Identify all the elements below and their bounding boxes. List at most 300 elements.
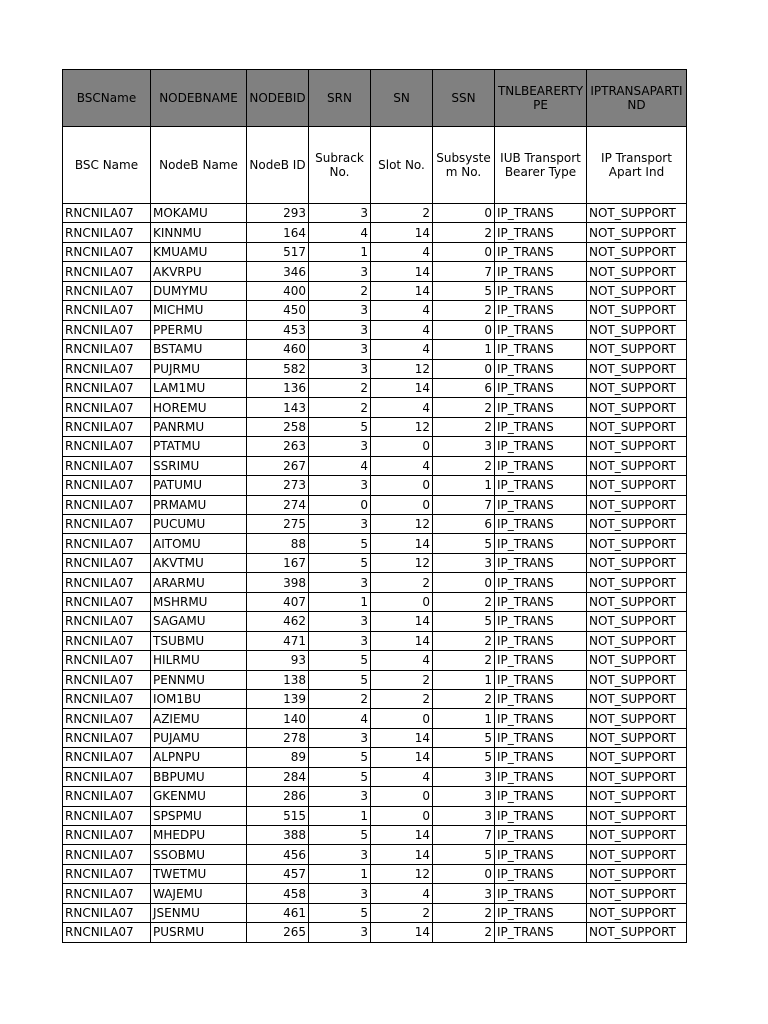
nodeb-id-cell: 93 [247,651,309,670]
subsystem-cell: 2 [433,301,495,320]
header-name-ip-apart: IP Transport Apart Ind [587,127,687,204]
nodeb-id-cell: 274 [247,495,309,514]
subrack-cell: 1 [309,242,371,261]
nodeb-name-cell: SPSPMU [151,806,247,825]
subsystem-cell: 2 [433,223,495,242]
nodeb-id-cell: 515 [247,806,309,825]
table-row [63,437,687,456]
bsc-name-cell: RNCNILA07 [63,748,151,767]
header-name-iub-bearer: IUB Transport Bearer Type [495,127,587,204]
table-row [63,359,687,378]
slot-cell: 4 [371,340,433,359]
bearer-type-cell: IP_TRANS [495,651,587,670]
nodeb-name-cell: PUJAMU [151,728,247,747]
subsystem-cell: 2 [433,689,495,708]
bearer-type-cell: IP_TRANS [495,340,587,359]
bearer-type-cell: IP_TRANS [495,223,587,242]
nodeb-id-cell: 140 [247,709,309,728]
ip-apart-cell: NOT_SUPPORT [587,378,687,397]
ip-apart-cell: NOT_SUPPORT [587,728,687,747]
nodeb-name-cell: PPERMU [151,320,247,339]
bsc-name-cell: RNCNILA07 [63,767,151,786]
table-row [63,398,687,417]
subsystem-cell: 5 [433,612,495,631]
subrack-cell: 5 [309,826,371,845]
nodeb-id-cell: 258 [247,417,309,436]
subsystem-cell: 0 [433,359,495,378]
bearer-type-cell: IP_TRANS [495,631,587,650]
nodeb-name-cell: AKVTMU [151,553,247,572]
bsc-name-cell: RNCNILA07 [63,631,151,650]
subrack-cell: 3 [309,573,371,592]
header-name-subrack: Subrack No. [309,127,371,204]
subrack-cell: 1 [309,806,371,825]
nodeb-id-cell: 88 [247,534,309,553]
table-row [63,204,687,223]
nodeb-id-cell: 582 [247,359,309,378]
ip-apart-cell: NOT_SUPPORT [587,787,687,806]
subrack-cell: 3 [309,340,371,359]
bearer-type-cell: IP_TRANS [495,378,587,397]
header-code-srn: SRN [309,70,371,127]
subsystem-cell: 2 [433,631,495,650]
slot-cell: 0 [371,806,433,825]
ip-apart-cell: NOT_SUPPORT [587,340,687,359]
slot-cell: 4 [371,242,433,261]
subsystem-cell: 5 [433,845,495,864]
nodeb-name-cell: PRMAMU [151,495,247,514]
bearer-type-cell: IP_TRANS [495,417,587,436]
slot-cell: 14 [371,631,433,650]
ip-apart-cell: NOT_SUPPORT [587,534,687,553]
table-row [63,417,687,436]
nodeb-name-cell: KMUAMU [151,242,247,261]
subsystem-cell: 6 [433,515,495,534]
nodeb-id-cell: 89 [247,748,309,767]
header-code-ssn: SSN [433,70,495,127]
subsystem-cell: 3 [433,437,495,456]
ip-apart-cell: NOT_SUPPORT [587,476,687,495]
table-row [63,806,687,825]
nodeb-id-cell: 398 [247,573,309,592]
slot-cell: 14 [371,262,433,281]
subsystem-cell: 3 [433,787,495,806]
nodeb-name-cell: SSOBMU [151,845,247,864]
subsystem-cell: 0 [433,204,495,223]
nodeb-id-cell: 265 [247,923,309,942]
ip-apart-cell: NOT_SUPPORT [587,204,687,223]
slot-cell: 12 [371,359,433,378]
subsystem-cell: 3 [433,767,495,786]
slot-cell: 14 [371,923,433,942]
nodeb-id-cell: 407 [247,592,309,611]
bearer-type-cell: IP_TRANS [495,281,587,300]
bsc-name-cell: RNCNILA07 [63,262,151,281]
ip-apart-cell: NOT_SUPPORT [587,281,687,300]
subsystem-cell: 7 [433,495,495,514]
nodeb-name-cell: HILRMU [151,651,247,670]
bearer-type-cell: IP_TRANS [495,884,587,903]
table-body [63,204,687,943]
subrack-cell: 3 [309,359,371,378]
ip-apart-cell: NOT_SUPPORT [587,884,687,903]
subrack-cell: 5 [309,903,371,922]
slot-cell: 4 [371,884,433,903]
nodeb-name-cell: KINNMU [151,223,247,242]
bearer-type-cell: IP_TRANS [495,495,587,514]
slot-cell: 2 [371,689,433,708]
nodeb-name-cell: AZIEMU [151,709,247,728]
ip-apart-cell: NOT_SUPPORT [587,437,687,456]
nodeb-id-cell: 517 [247,242,309,261]
table-row [63,476,687,495]
nodeb-name-cell: AKVRPU [151,262,247,281]
subsystem-cell: 2 [433,923,495,942]
table-row [63,709,687,728]
subrack-cell: 5 [309,417,371,436]
nodeb-name-cell: WAJEMU [151,884,247,903]
bsc-name-cell: RNCNILA07 [63,242,151,261]
ip-apart-cell: NOT_SUPPORT [587,592,687,611]
table-row [63,495,687,514]
table-row [63,553,687,572]
subsystem-cell: 2 [433,903,495,922]
bsc-name-cell: RNCNILA07 [63,534,151,553]
bearer-type-cell: IP_TRANS [495,398,587,417]
bsc-name-cell: RNCNILA07 [63,301,151,320]
bearer-type-cell: IP_TRANS [495,204,587,223]
ip-apart-cell: NOT_SUPPORT [587,515,687,534]
nodeb-id-cell: 143 [247,398,309,417]
bsc-name-cell: RNCNILA07 [63,689,151,708]
slot-cell: 14 [371,826,433,845]
table-row [63,534,687,553]
subsystem-cell: 1 [433,340,495,359]
ip-apart-cell: NOT_SUPPORT [587,826,687,845]
subrack-cell: 3 [309,515,371,534]
ip-apart-cell: NOT_SUPPORT [587,709,687,728]
nodeb-name-cell: PTATMU [151,437,247,456]
bearer-type-cell: IP_TRANS [495,728,587,747]
subsystem-cell: 0 [433,320,495,339]
subrack-cell: 5 [309,553,371,572]
ip-apart-cell: NOT_SUPPORT [587,864,687,883]
bsc-name-cell: RNCNILA07 [63,320,151,339]
subrack-cell: 3 [309,262,371,281]
table-row [63,864,687,883]
slot-cell: 12 [371,553,433,572]
subrack-cell: 2 [309,281,371,300]
bsc-name-cell: RNCNILA07 [63,709,151,728]
bsc-name-cell: RNCNILA07 [63,903,151,922]
subsystem-cell: 3 [433,806,495,825]
bearer-type-cell: IP_TRANS [495,903,587,922]
bearer-type-cell: IP_TRANS [495,553,587,572]
bearer-type-cell: IP_TRANS [495,670,587,689]
ip-apart-cell: NOT_SUPPORT [587,417,687,436]
slot-cell: 14 [371,845,433,864]
nodeb-name-cell: BSTAMU [151,340,247,359]
header-code-bscname: BSCName [63,70,151,127]
bsc-name-cell: RNCNILA07 [63,864,151,883]
nodeb-id-cell: 461 [247,903,309,922]
table-row [63,651,687,670]
bsc-name-cell: RNCNILA07 [63,398,151,417]
bsc-name-cell: RNCNILA07 [63,651,151,670]
header-code-nodebname: NODEBNAME [151,70,247,127]
bsc-name-cell: RNCNILA07 [63,340,151,359]
slot-cell: 0 [371,709,433,728]
subrack-cell: 2 [309,378,371,397]
table-row [63,670,687,689]
bsc-name-cell: RNCNILA07 [63,223,151,242]
header-name-nodeb-id: NodeB ID [247,127,309,204]
ip-apart-cell: NOT_SUPPORT [587,767,687,786]
subsystem-cell: 0 [433,242,495,261]
nodeb-id-cell: 284 [247,767,309,786]
bsc-name-cell: RNCNILA07 [63,884,151,903]
subsystem-cell: 1 [433,670,495,689]
bearer-type-cell: IP_TRANS [495,806,587,825]
bsc-name-cell: RNCNILA07 [63,787,151,806]
nodeb-table [62,69,687,943]
subrack-cell: 3 [309,612,371,631]
nodeb-id-cell: 293 [247,204,309,223]
slot-cell: 14 [371,281,433,300]
slot-cell: 4 [371,456,433,475]
bearer-type-cell: IP_TRANS [495,923,587,942]
subrack-cell: 2 [309,689,371,708]
subrack-cell: 5 [309,651,371,670]
bearer-type-cell: IP_TRANS [495,476,587,495]
bsc-name-cell: RNCNILA07 [63,417,151,436]
ip-apart-cell: NOT_SUPPORT [587,651,687,670]
table-row [63,573,687,592]
table-row [63,845,687,864]
subrack-cell: 3 [309,787,371,806]
bsc-name-cell: RNCNILA07 [63,845,151,864]
table-row [63,281,687,300]
slot-cell: 2 [371,670,433,689]
table-row [63,903,687,922]
bsc-name-cell: RNCNILA07 [63,826,151,845]
bearer-type-cell: IP_TRANS [495,437,587,456]
subsystem-cell: 2 [433,398,495,417]
subrack-cell: 0 [309,495,371,514]
bsc-name-cell: RNCNILA07 [63,806,151,825]
nodeb-name-cell: PATUMU [151,476,247,495]
table-row [63,223,687,242]
nodeb-name-cell: SAGAMU [151,612,247,631]
table-row [63,748,687,767]
bearer-type-cell: IP_TRANS [495,301,587,320]
subsystem-cell: 2 [433,651,495,670]
bearer-type-cell: IP_TRANS [495,242,587,261]
ip-apart-cell: NOT_SUPPORT [587,612,687,631]
nodeb-name-cell: PENNMU [151,670,247,689]
subrack-cell: 3 [309,728,371,747]
subrack-cell: 2 [309,398,371,417]
subrack-cell: 3 [309,204,371,223]
subrack-cell: 3 [309,476,371,495]
ip-apart-cell: NOT_SUPPORT [587,262,687,281]
ip-apart-cell: NOT_SUPPORT [587,806,687,825]
bsc-name-cell: RNCNILA07 [63,204,151,223]
subrack-cell: 5 [309,670,371,689]
slot-cell: 4 [371,320,433,339]
nodeb-id-cell: 456 [247,845,309,864]
nodeb-name-cell: GKENMU [151,787,247,806]
bsc-name-cell: RNCNILA07 [63,515,151,534]
nodeb-id-cell: 471 [247,631,309,650]
slot-cell: 2 [371,204,433,223]
subrack-cell: 3 [309,320,371,339]
nodeb-name-cell: JSENMU [151,903,247,922]
header-name-bsc: BSC Name [63,127,151,204]
table-row [63,767,687,786]
bearer-type-cell: IP_TRANS [495,573,587,592]
bearer-type-cell: IP_TRANS [495,767,587,786]
nodeb-name-cell: PUSRMU [151,923,247,942]
nodeb-name-cell: PUCUMU [151,515,247,534]
table-row [63,515,687,534]
bsc-name-cell: RNCNILA07 [63,281,151,300]
nodeb-id-cell: 138 [247,670,309,689]
bearer-type-cell: IP_TRANS [495,456,587,475]
bsc-name-cell: RNCNILA07 [63,495,151,514]
nodeb-id-cell: 460 [247,340,309,359]
subrack-cell: 1 [309,864,371,883]
nodeb-id-cell: 453 [247,320,309,339]
nodeb-name-cell: ARARMU [151,573,247,592]
slot-cell: 12 [371,864,433,883]
slot-cell: 4 [371,398,433,417]
bsc-name-cell: RNCNILA07 [63,476,151,495]
bearer-type-cell: IP_TRANS [495,320,587,339]
table-row [63,689,687,708]
ip-apart-cell: NOT_SUPPORT [587,320,687,339]
bsc-name-cell: RNCNILA07 [63,378,151,397]
bsc-name-cell: RNCNILA07 [63,573,151,592]
subsystem-cell: 1 [433,476,495,495]
nodeb-id-cell: 400 [247,281,309,300]
table-row [63,826,687,845]
bearer-type-cell: IP_TRANS [495,262,587,281]
ip-apart-cell: NOT_SUPPORT [587,923,687,942]
nodeb-name-cell: HOREMU [151,398,247,417]
bearer-type-cell: IP_TRANS [495,689,587,708]
slot-cell: 2 [371,903,433,922]
nodeb-id-cell: 458 [247,884,309,903]
slot-cell: 0 [371,437,433,456]
slot-cell: 4 [371,301,433,320]
table-row [63,378,687,397]
bsc-name-cell: RNCNILA07 [63,670,151,689]
nodeb-id-cell: 273 [247,476,309,495]
subsystem-cell: 0 [433,573,495,592]
subsystem-cell: 2 [433,417,495,436]
subsystem-cell: 7 [433,262,495,281]
nodeb-id-cell: 275 [247,515,309,534]
nodeb-name-cell: MICHMU [151,301,247,320]
bsc-name-cell: RNCNILA07 [63,437,151,456]
bearer-type-cell: IP_TRANS [495,787,587,806]
header-code-iptransapartind: IPTRANSAPARTIND [587,70,687,127]
nodeb-name-cell: LAM1MU [151,378,247,397]
slot-cell: 0 [371,495,433,514]
subsystem-cell: 5 [433,281,495,300]
bearer-type-cell: IP_TRANS [495,826,587,845]
table-row [63,612,687,631]
nodeb-id-cell: 286 [247,787,309,806]
subrack-cell: 3 [309,631,371,650]
ip-apart-cell: NOT_SUPPORT [587,359,687,378]
nodeb-name-cell: MOKAMU [151,204,247,223]
subrack-cell: 5 [309,534,371,553]
nodeb-id-cell: 457 [247,864,309,883]
subsystem-cell: 3 [433,553,495,572]
slot-cell: 4 [371,767,433,786]
ip-apart-cell: NOT_SUPPORT [587,553,687,572]
bearer-type-cell: IP_TRANS [495,845,587,864]
table-row [63,320,687,339]
ip-apart-cell: NOT_SUPPORT [587,689,687,708]
nodeb-name-cell: AITOMU [151,534,247,553]
ip-apart-cell: NOT_SUPPORT [587,573,687,592]
subrack-cell: 1 [309,592,371,611]
nodeb-name-cell: MSHRMU [151,592,247,611]
bsc-name-cell: RNCNILA07 [63,456,151,475]
nodeb-id-cell: 263 [247,437,309,456]
table-row [63,631,687,650]
nodeb-id-cell: 167 [247,553,309,572]
ip-apart-cell: NOT_SUPPORT [587,903,687,922]
nodeb-id-cell: 267 [247,456,309,475]
subsystem-cell: 5 [433,748,495,767]
nodeb-id-cell: 388 [247,826,309,845]
table-row [63,787,687,806]
bsc-name-cell: RNCNILA07 [63,612,151,631]
bearer-type-cell: IP_TRANS [495,748,587,767]
header-codes-row [63,70,687,127]
subsystem-cell: 7 [433,826,495,845]
table-row [63,242,687,261]
slot-cell: 14 [371,378,433,397]
nodeb-name-cell: PANRMU [151,417,247,436]
header-name-subsystem: Subsystem No. [433,127,495,204]
nodeb-name-cell: MHEDPU [151,826,247,845]
bearer-type-cell: IP_TRANS [495,612,587,631]
subrack-cell: 3 [309,923,371,942]
bearer-type-cell: IP_TRANS [495,592,587,611]
slot-cell: 2 [371,573,433,592]
bsc-name-cell: RNCNILA07 [63,553,151,572]
bearer-type-cell: IP_TRANS [495,359,587,378]
subsystem-cell: 3 [433,884,495,903]
nodeb-name-cell: SSRIMU [151,456,247,475]
bsc-name-cell: RNCNILA07 [63,359,151,378]
slot-cell: 14 [371,223,433,242]
slot-cell: 12 [371,515,433,534]
bsc-name-cell: RNCNILA07 [63,592,151,611]
ip-apart-cell: NOT_SUPPORT [587,495,687,514]
slot-cell: 0 [371,592,433,611]
subsystem-cell: 6 [433,378,495,397]
ip-apart-cell: NOT_SUPPORT [587,456,687,475]
bearer-type-cell: IP_TRANS [495,515,587,534]
subrack-cell: 4 [309,223,371,242]
nodeb-id-cell: 136 [247,378,309,397]
